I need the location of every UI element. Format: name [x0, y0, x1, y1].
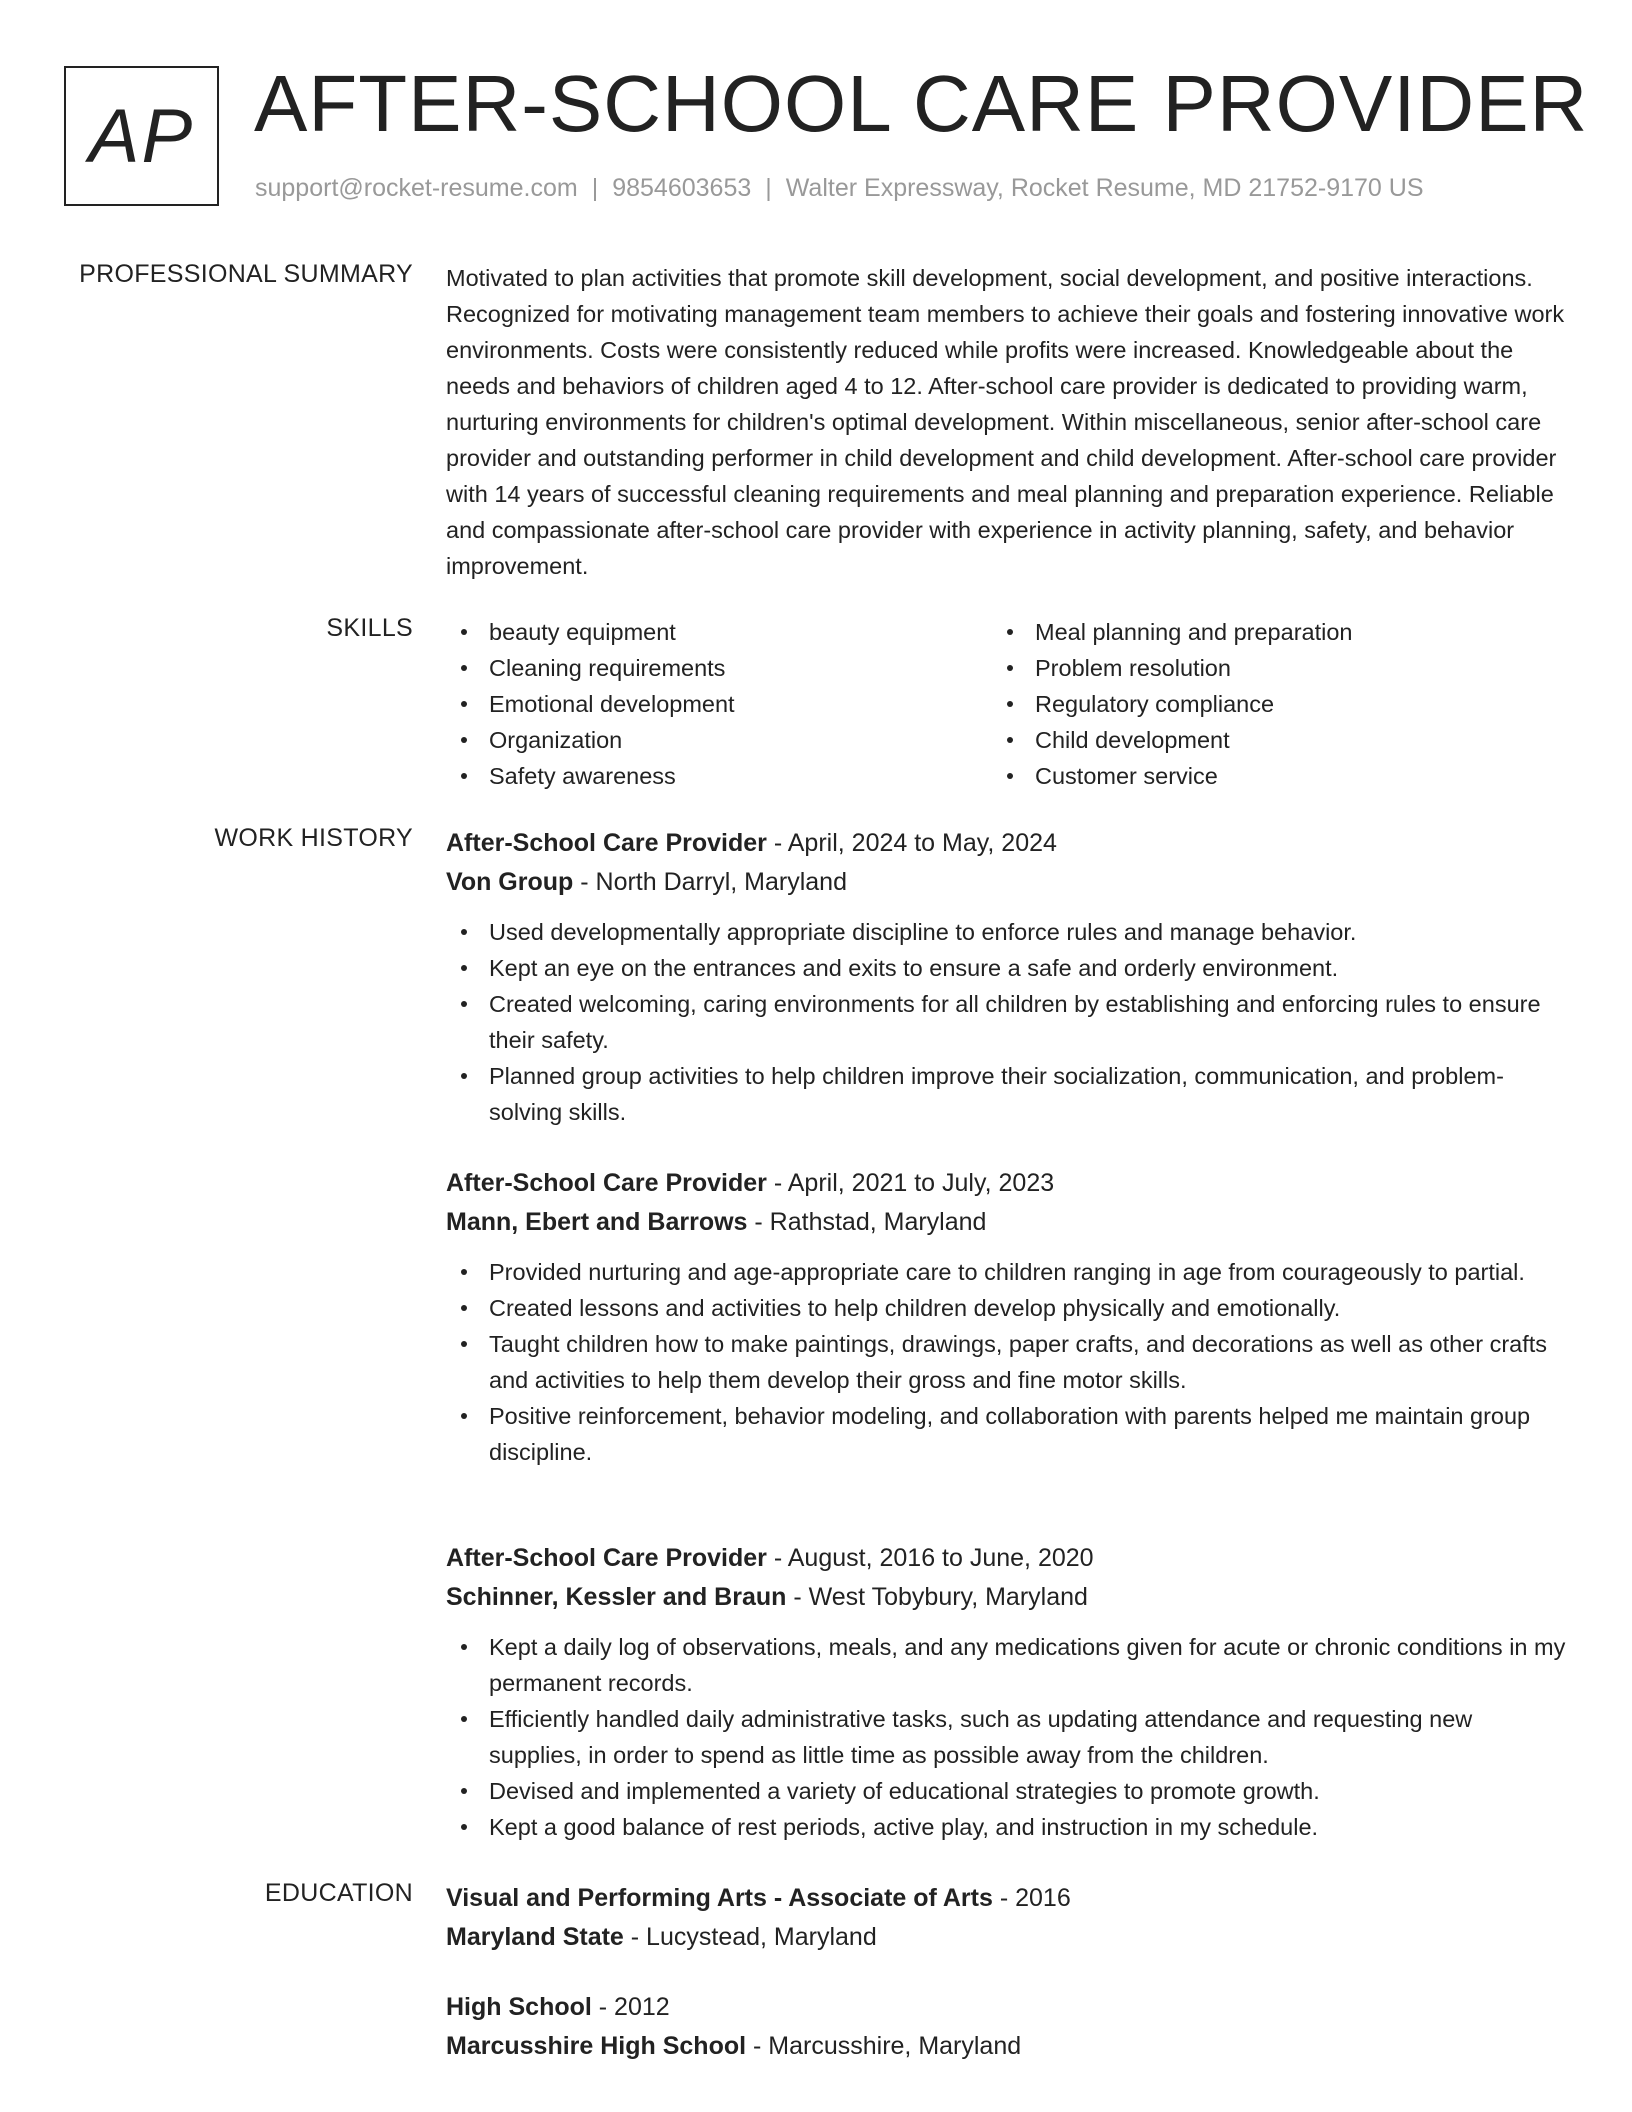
job-bullet: Created lessons and activities to help children develop physically and emotionally.	[446, 1290, 1566, 1326]
contact-separator: |	[765, 174, 772, 202]
phone-number: 9854603653	[612, 174, 752, 202]
school-location: - Lucystead, Maryland	[623, 1923, 877, 1951]
graduation-year: - 2012	[591, 1993, 670, 2021]
skill-item: beauty equipment	[446, 614, 992, 650]
job-dates: - August, 2016 to June, 2020	[766, 1544, 1094, 1572]
job-company-line	[446, 863, 1566, 902]
section-title-education: EDUCATION	[264, 1879, 413, 1907]
job-company-line	[446, 1578, 1566, 1617]
skill-item: Safety awareness	[446, 758, 992, 794]
page-title: AFTER-SCHOOL CARE PROVIDER	[254, 59, 1589, 148]
job-bullet: Planned group activities to help children improve their socialization, communication, and problem-solving skills.	[446, 1058, 1566, 1130]
school-location: - Marcusshire, Maryland	[746, 2032, 1022, 2060]
degree-line	[446, 1988, 1566, 2027]
job-dates: - April, 2024 to May, 2024	[766, 829, 1057, 857]
job-role: After-School Care Provider	[446, 829, 767, 857]
job-company-line	[446, 1203, 1566, 1242]
job-bullet: Kept a good balance of rest periods, active play, and instruction in my schedule.	[446, 1809, 1566, 1845]
contact-line	[255, 174, 1424, 203]
job-entry	[446, 1539, 1566, 1845]
skills-list-right	[992, 614, 1538, 794]
skill-item: Problem resolution	[992, 650, 1538, 686]
job-bullet: Efficiently handled daily administrative tasks, such as updating attendance and requesting new supplies, in order to spend as little time as possible away from the children.	[446, 1701, 1566, 1773]
job-company: Mann, Ebert and Barrows	[446, 1208, 748, 1236]
job-company: Schinner, Kessler and Braun	[446, 1583, 787, 1611]
address: Walter Expressway, Rocket Resume, MD 21752-9170 US	[785, 174, 1424, 202]
job-location: - Rathstad, Maryland	[747, 1208, 987, 1236]
skills-list-left	[446, 614, 992, 794]
job-title-line	[446, 824, 1566, 863]
skill-item: Customer service	[992, 758, 1538, 794]
skill-item: Cleaning requirements	[446, 650, 992, 686]
job-bullet: Positive reinforcement, behavior modeling, and collaboration with parents helped me maintain group discipline.	[446, 1398, 1566, 1470]
email-link[interactable]: support@rocket-resume.com	[255, 174, 578, 202]
job-location: - West Tobybury, Maryland	[786, 1583, 1088, 1611]
job-company: Von Group	[446, 868, 574, 896]
job-bullets	[446, 1254, 1566, 1470]
job-role: After-School Care Provider	[446, 1169, 767, 1197]
job-bullet: Devised and implemented a variety of educational strategies to promote growth.	[446, 1773, 1566, 1809]
job-bullet: Kept a daily log of observations, meals, and any medications given for acute or chronic conditions in my permanent records.	[446, 1629, 1566, 1701]
contact-separator: |	[591, 174, 599, 202]
job-title-line	[446, 1539, 1566, 1578]
skill-item: Child development	[992, 722, 1538, 758]
job-dates: - April, 2021 to July, 2023	[766, 1169, 1055, 1197]
job-bullet: Taught children how to make paintings, drawings, paper crafts, and decorations as well as other crafts and activities to help them develop their gross and fine motor skills.	[446, 1326, 1566, 1398]
job-bullets	[446, 914, 1566, 1130]
section-title-work-history: WORK HISTORY	[214, 824, 413, 852]
graduation-year: - 2016	[992, 1884, 1071, 1912]
skill-item: Organization	[446, 722, 992, 758]
job-entry	[446, 824, 1566, 1130]
degree-line	[446, 1879, 1566, 1918]
degree: Visual and Performing Arts - Associate of Arts	[446, 1884, 993, 1912]
education-entry	[446, 1879, 1566, 1957]
skill-item: Meal planning and preparation	[992, 614, 1538, 650]
school-line	[446, 2027, 1566, 2066]
skill-item: Emotional development	[446, 686, 992, 722]
job-bullets	[446, 1629, 1566, 1845]
job-bullet: Kept an eye on the entrances and exits to ensure a safe and orderly environment.	[446, 950, 1566, 986]
skill-item: Regulatory compliance	[992, 686, 1538, 722]
job-entry	[446, 1164, 1566, 1470]
job-title-line	[446, 1164, 1566, 1203]
job-location: - North Darryl, Maryland	[573, 868, 847, 896]
school-line	[446, 1918, 1566, 1957]
job-bullet: Used developmentally appropriate discipline to enforce rules and manage behavior.	[446, 914, 1566, 950]
job-bullet: Provided nurturing and age-appropriate care to children ranging in age from courageously to partial.	[446, 1254, 1566, 1290]
section-title-skills: SKILLS	[326, 614, 413, 642]
summary-text: Motivated to plan activities that promote skill development, social development, and positive interactions. Recognized for motivating management team members to achieve their goals and fostering innovative work environments. Costs were consistently reduced while profits were increased. Knowledgeable about the needs and behaviors of children aged 4 to 12. After-school care provider is dedicated to providing warm, nurturing environments for children's optimal development. Within miscellaneous, senior after-school care provider and outstanding performer in child development and child development. After-school care provider with 14 years of successful cleaning requirements and meal planning and preparation experience. Reliable and compassionate after-school care provider with experience in activity planning, safety, and behavior improvement.	[446, 265, 1565, 579]
job-bullet: Created welcoming, caring environments for all children by establishing and enforcing rules to ensure their safety.	[446, 986, 1566, 1058]
job-role: After-School Care Provider	[446, 1544, 767, 1572]
school-name: Maryland State	[446, 1923, 624, 1951]
school-name: Marcusshire High School	[446, 2032, 747, 2060]
degree: High School	[446, 1993, 592, 2021]
education-entry	[446, 1988, 1566, 2066]
monogram: AP	[64, 66, 219, 206]
section-title-summary: PROFESSIONAL SUMMARY	[79, 260, 413, 288]
